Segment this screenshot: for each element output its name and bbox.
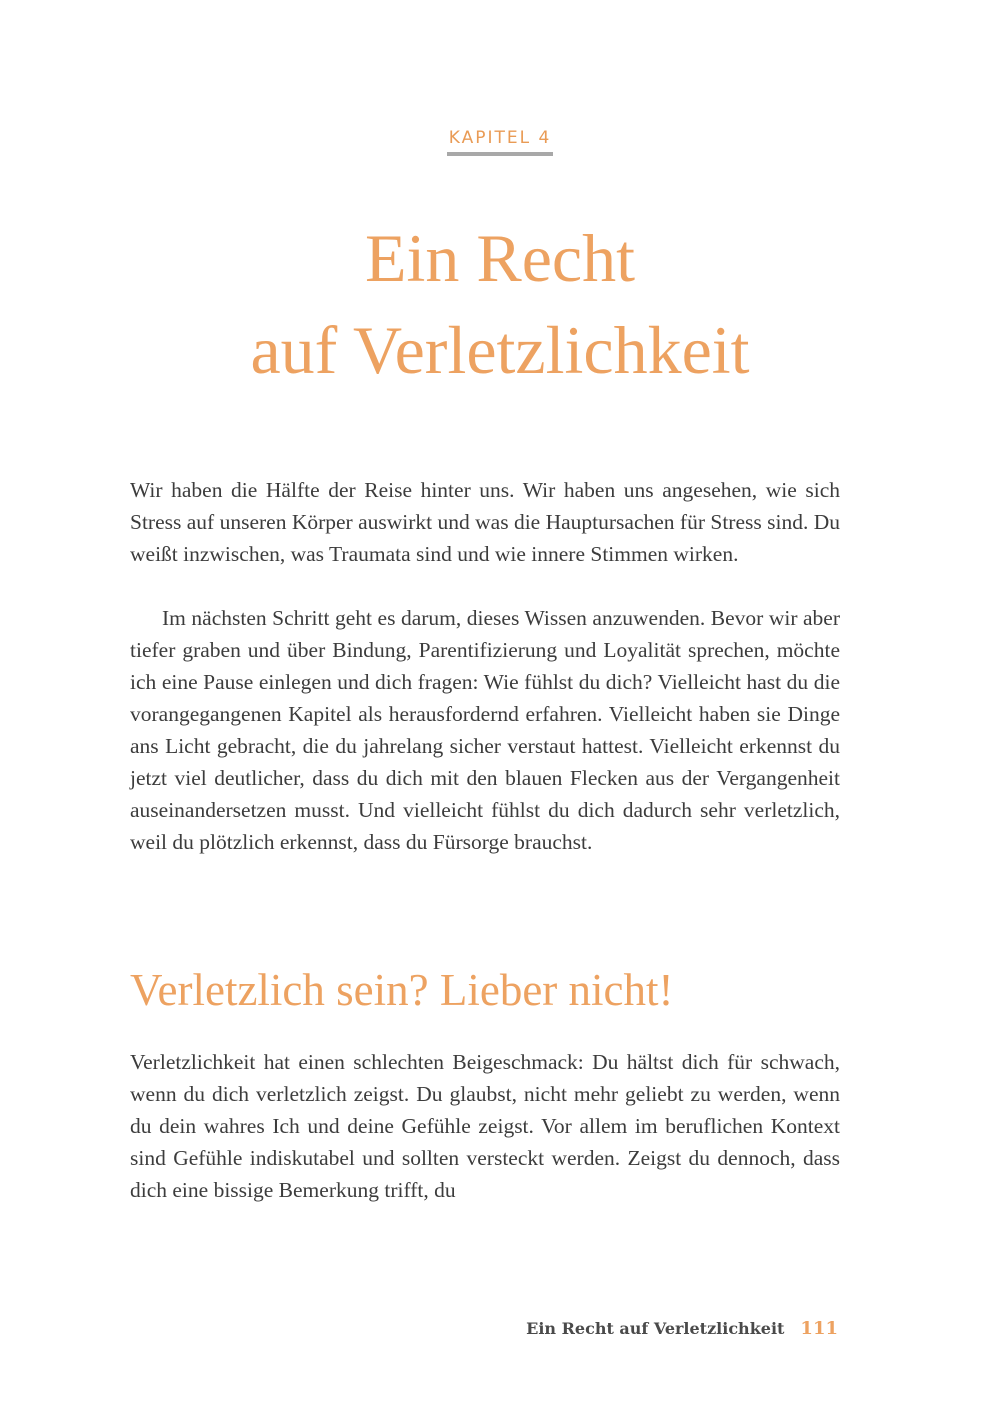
chapter-title [0,212,1000,396]
chapter-label [0,128,1000,156]
running-title: Ein Recht auf Verletzlichkeit [526,1319,785,1338]
chapter-label-text: KAPITEL 4 [447,128,554,156]
chapter-title-line-2: auf Verletzlichkeit [250,312,750,388]
intro-paragraph-1: Wir haben die Hälfte der Reise hinter uns. Wir haben uns angesehen, wie sich Stress auf unseren Körper auswirkt und was die Hauptursachen für Stress sind. Du weißt inzwischen, was Traumata sind und wie innere Stimmen wirken. [130,478,840,566]
section-paragraph-1: Verletzlichkeit hat einen schlechten Beigeschmack: Du hältst dich für schwach, wenn du dich verletzlich zeigst. Du glaubst, nicht mehr geliebt zu werden, wenn du dein wahres Ich und deine Gefühle zeigst. Vor allem im beruflichen Kontext sind Gefühle indiskutabel und sollten versteckt werden. Zeigst du dennoch, dass dich eine bissige Bemerkung trifft, du [130,1050,840,1202]
chapter-title-line-1: Ein Recht [364,220,636,296]
section-heading: Verletzlich sein? Lieber nicht! [130,965,674,1015]
page-number: 111 [800,1318,838,1339]
page-footer [526,1318,838,1339]
intro-paragraph-2: Im nächsten Schritt geht es darum, dieses Wissen anzuwenden. Bevor wir aber tiefer graben und über Bindung, Parentifizierung und Loyalität sprechen, möchte ich eine Pause einlegen und dich fragen: Wie fühlst du dich? Vielleicht hast du die vorangegangenen Kapitel als herausfordernd erfahren. Vielleicht haben sie Dinge ans Licht gebracht, die du jahrelang sicher verstaut hattest. Vielleicht erkennst du jetzt viel deutlicher, dass du dich mit den blauen Flecken aus der Vergangenheit auseinandersetzen musst. Und vielleicht fühlst du dich dadurch sehr verletzlich, weil du plötzlich erkennst, dass du Fürsorge brauchst. [130,606,840,854]
